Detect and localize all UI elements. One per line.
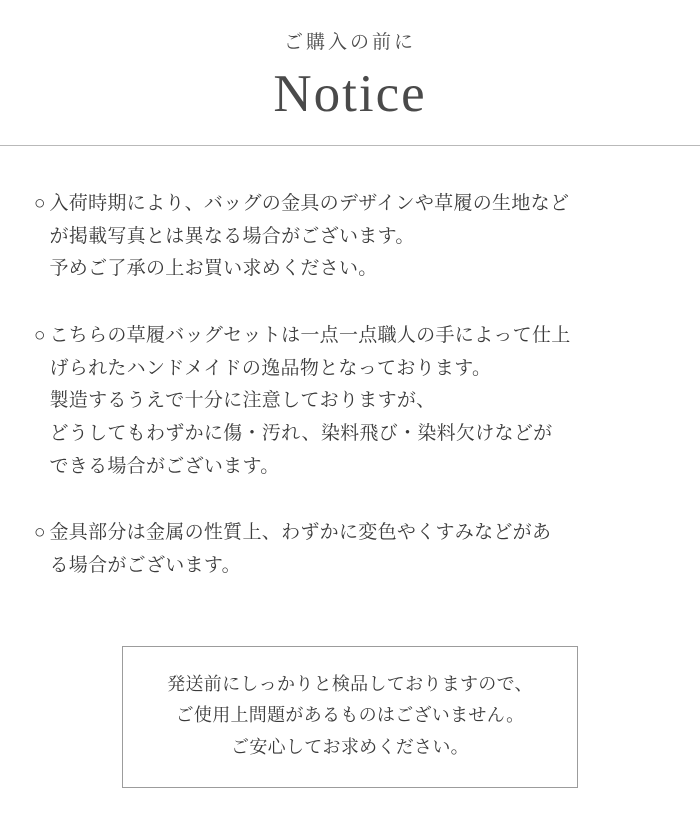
page-subtitle: ご購入の前に	[283, 32, 416, 53]
notice-box-line: 発送前にしっかりと検品しておりますので、	[167, 673, 533, 694]
notice-box-line: ご安心してお求めください。	[231, 736, 469, 757]
note-line: どうしてもわずかに傷・汚れ、染料飛び・染料欠けなどが	[49, 422, 553, 444]
notice-box-line: ご使用上問題があるものはございません。	[175, 705, 525, 725]
note-bullet-icon: ○	[34, 192, 46, 214]
note-text	[49, 188, 666, 286]
notice-box	[122, 646, 578, 789]
note-line: が掲載写真とは異なる場合がございます。	[49, 225, 415, 247]
note-bullet-icon: ○	[34, 522, 46, 544]
note-item	[34, 320, 666, 483]
note-item	[34, 188, 666, 286]
page-title: Notice	[273, 64, 427, 123]
note-line: げられたハンドメイドの逸品物となっております。	[49, 357, 492, 379]
note-item	[34, 517, 666, 582]
note-line: る場合がございます。	[49, 554, 241, 576]
note-line: できる場合がございます。	[49, 455, 280, 477]
notes-list	[0, 146, 700, 583]
note-line: 製造するうえで十分に注意しておりますが、	[49, 390, 436, 412]
notice-box-container	[0, 646, 700, 789]
note-line: 入荷時期により、バッグの金具のデザインや草履の生地など	[49, 192, 570, 214]
note-text	[49, 517, 666, 582]
page-header	[0, 0, 700, 127]
note-line: 金具部分は金属の性質上、わずかに変色やくすみなどがあ	[49, 522, 552, 544]
note-bullet-icon: ○	[34, 324, 46, 346]
note-line: こちらの草履バッグセットは一点一点職人の手によって仕上	[49, 324, 571, 346]
note-line: 予めご了承の上お買い求めください。	[49, 258, 378, 280]
note-text	[49, 320, 666, 483]
